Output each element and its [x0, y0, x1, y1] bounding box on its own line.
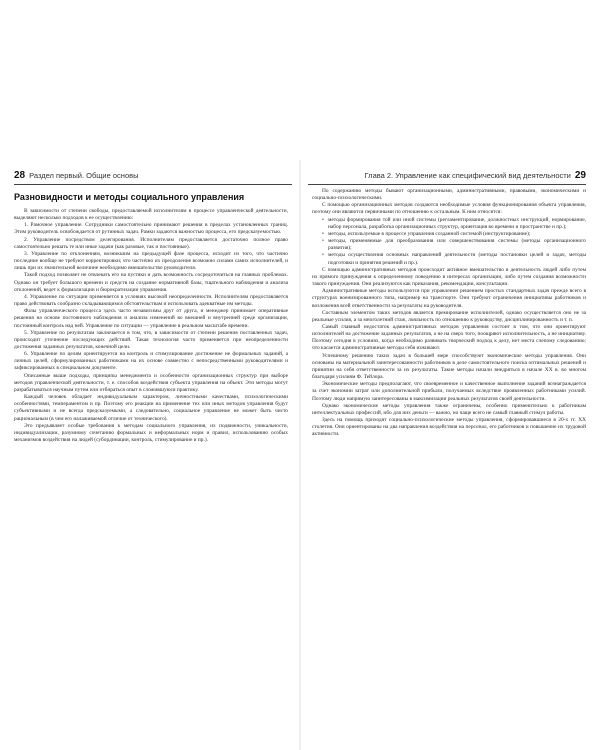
paragraph: 4. Управление по ситуации применяется в условиях высокой неопределенности. Исполнителям предоставляется право действовать сообразно складывающимся обстоятельствам и использовать адекватные им методы. [14, 293, 288, 308]
paragraph: Составным элементом таких методов является премирование исполнителей, однако осуществляется оно не за реальные усилия, а за многолетний стаж, лояльность по отношению к руководству, дисциплинированность и т. п. [312, 309, 586, 323]
paragraph: Это предъявляет особые требования к методам социального управления, их подвижности, уникальности, индивидуализации, разумному сочетанию формальных и неформальных норм и правил, использованию особых механизмов воздействия на людей (субординации, контроль, стимулирование и пр.). [14, 422, 288, 443]
left-header-rule [14, 184, 292, 185]
right-body-text [312, 188, 586, 438]
paragraph: 6. Управление по целям ориентируется на контроль и стимулирование достижение не формальных заданий, а личных целей, сформулированных работниками на их основе совместно с непосредственными руководителями и зафиксированных в специальном документе. [14, 351, 288, 372]
paragraph: С помощью административных методов происходит активное вмешательство в деятельность людей либо путем их прямого принуждения к определенному поведению в интересах организации, либо путем создания возможности такого принуждения. Они реализуются как приказания, рекомендации, консультации. [312, 266, 586, 288]
paragraph: Однако экономические методы управления также ограничены, особенно применительно к работникам интеллектуальных профессий, ибо для них деньги — важно, но чаще всего не самый главный стимул работы. [312, 402, 586, 416]
paragraph: С помощью организационных методов создаются необходимые условия функционирования объекта управления, поэтому они являются первичными по отношению к остальным. К ним относятся: [312, 202, 586, 216]
list-item: • методы формирования той или иной системы (регламентирование, должностных инструкций, нормирование, набор персонала, разработка организационных структур, ориентация во времени и пространстве и пр.); [322, 217, 586, 231]
paragraph: 1. Рамочное управление. Сотрудники самостоятельно принимают решения в пределах установленных границ. Этим руководитель освобождается от рутинных задач. Рамки задаются важностью процесса, его предсказуемостью. [14, 222, 288, 236]
paragraph: Самый главный недостаток административных методов управления состоит в том, что они ориентируют исполнителей на достижение заданных результатов, а не на сверх того, поощряют исполнительность, а не инициативу. Поэтому сегодня в условиях, когда необходимо развивать творческий подход к делу, нет места слепому следованию; что касается административные методы себя изживают. [312, 323, 586, 352]
left-running-head [14, 168, 292, 182]
paragraph: Успешному решению таких задач в большей мере способствуют экономические методы управления. Они основаны на материальной заинтересованности работников в деле самостоятельного поиска оптимальных решений и принятии на себя ответственности за их результаты. Такие методы начали внедряться в начале XX в. во многом благодаря усилиям Ф. Тейлора. [312, 352, 586, 381]
paragraph: В зависимости от степени свободы, предоставляемой исполнителям в процессе управленческой деятельности, выделяют несколько подходов к ее осуществлению: [14, 208, 288, 222]
list-item: • методы осуществления основных направлений деятельности (методы постановки целей и задач, методы подготовки и принятия решений и пр.). [322, 252, 586, 266]
right-running-head [308, 168, 586, 182]
list-item: • методы, используемые в процессе управления созданной системой (инструктирование); [322, 231, 586, 238]
section-title: Разновидности и методы социального управления [14, 192, 245, 202]
paragraph: Здесь на помощь приходят социально-психологические методы управления, сформировавшиеся в 20-х гг. XX столетия. Они ориентированы на два направления воздействия на персонал, его работников и повышение их трудовой активности. [312, 417, 586, 438]
right-page-number: 29 [574, 169, 586, 181]
paragraph: 3. Управление по отклонениям, возникшим на предыдущей фазе процесса, исходит из того, что частично последние вообще не требуют корректировки; что частично их преодоление возможно силами самих исполнителей, и лишь при их значительной величине необходимо вмешательство руководителя. [14, 250, 288, 272]
paragraph: Фазы управленческого процесса здесь часто независимы друг от друга, и менеджер принимает оперативные решения на основе постоянного наблюдения и анализа изменений во внешней и внутренней среде организации, постоянный контроль над ней. Управление по ситуации — управление в реальном масштабе времени. [14, 308, 288, 329]
paragraph: Описанные выше подходы, принципы менеджмента и особенности организационных структур при выборе методов управленческой деятельности, т. е. способов воздействия субъекта управления на объект. Эти методы могут разрабатываться научным путем или отбираться опыт в сложившуюся практику. [14, 372, 288, 393]
right-running-head-text: Глава 2. Управление как специфический вид деятельности [364, 170, 571, 180]
paragraph: 5. Управление по результатам заключается в том, что, в зависимости от степени решения поставленных задач, происходит уточнение последующих действий. Такая технология часто применяется при неопределенности достижения заданных результатов, конечной цели. [14, 329, 288, 350]
paragraph: Экономические методы предполагают, что своевременное и качественное выполнение заданий вознаграждается за счет экономии затрат или дополнительной прибыли, получаемых вследствие проявленных работниками усилий. Поэтому люди напрямую заинтересованы в максимизации реальных результатов своей деятельности. [312, 381, 586, 402]
left-body-text [14, 190, 288, 444]
paragraph: Административные методы используются при управлении решением простых стандартных задач прежде всего в структурах военизированного типа, например на транспорте. Они требуют ограничения инициативы работников и возложения всей ответственности за результаты на руководителя. [312, 288, 586, 309]
left-running-head-text: Раздел первый. Общие основы [29, 170, 139, 180]
left-page-number: 28 [14, 169, 26, 181]
right-header-rule [308, 184, 586, 185]
paragraph: Каждый человек обладает индивидуальным характером, личностными качествами, психологическими особенностями, темпераментом и пр. Поэтому его реакции на применение тех или иных методов управления будут субъективными и не всегда предсказуемыми, а следовательно, социальное управление не может быть чисто рациональным (в чем его налаживаемой отличие от технического). [14, 394, 288, 422]
list-item: • методы, применяемые для преобразования или совершенствования системы (методы организационного развития); [322, 238, 586, 252]
right-page [300, 0, 600, 750]
paragraph: 2. Управление посредством делегирования. Исполнителям предоставляется достаточно полное право самостоятельно решать те или иные задачи (как разовые, так и постоянные). [14, 236, 288, 250]
methods-list [312, 217, 586, 267]
paragraph: Такой подход позволяет не отвлекать его на пустяки и дать возможность сосредоточиться на главных проблемах. Однако он требует большого времени и средств на создание нормативной базы, тщательного наблюдения и анализа отклонений, ведет к формализации и бюрократизации управления. [14, 272, 288, 293]
paragraph: По содержанию методы бывают организационными, административными, правовыми, экономическими и социально-психологическими. [312, 188, 586, 202]
